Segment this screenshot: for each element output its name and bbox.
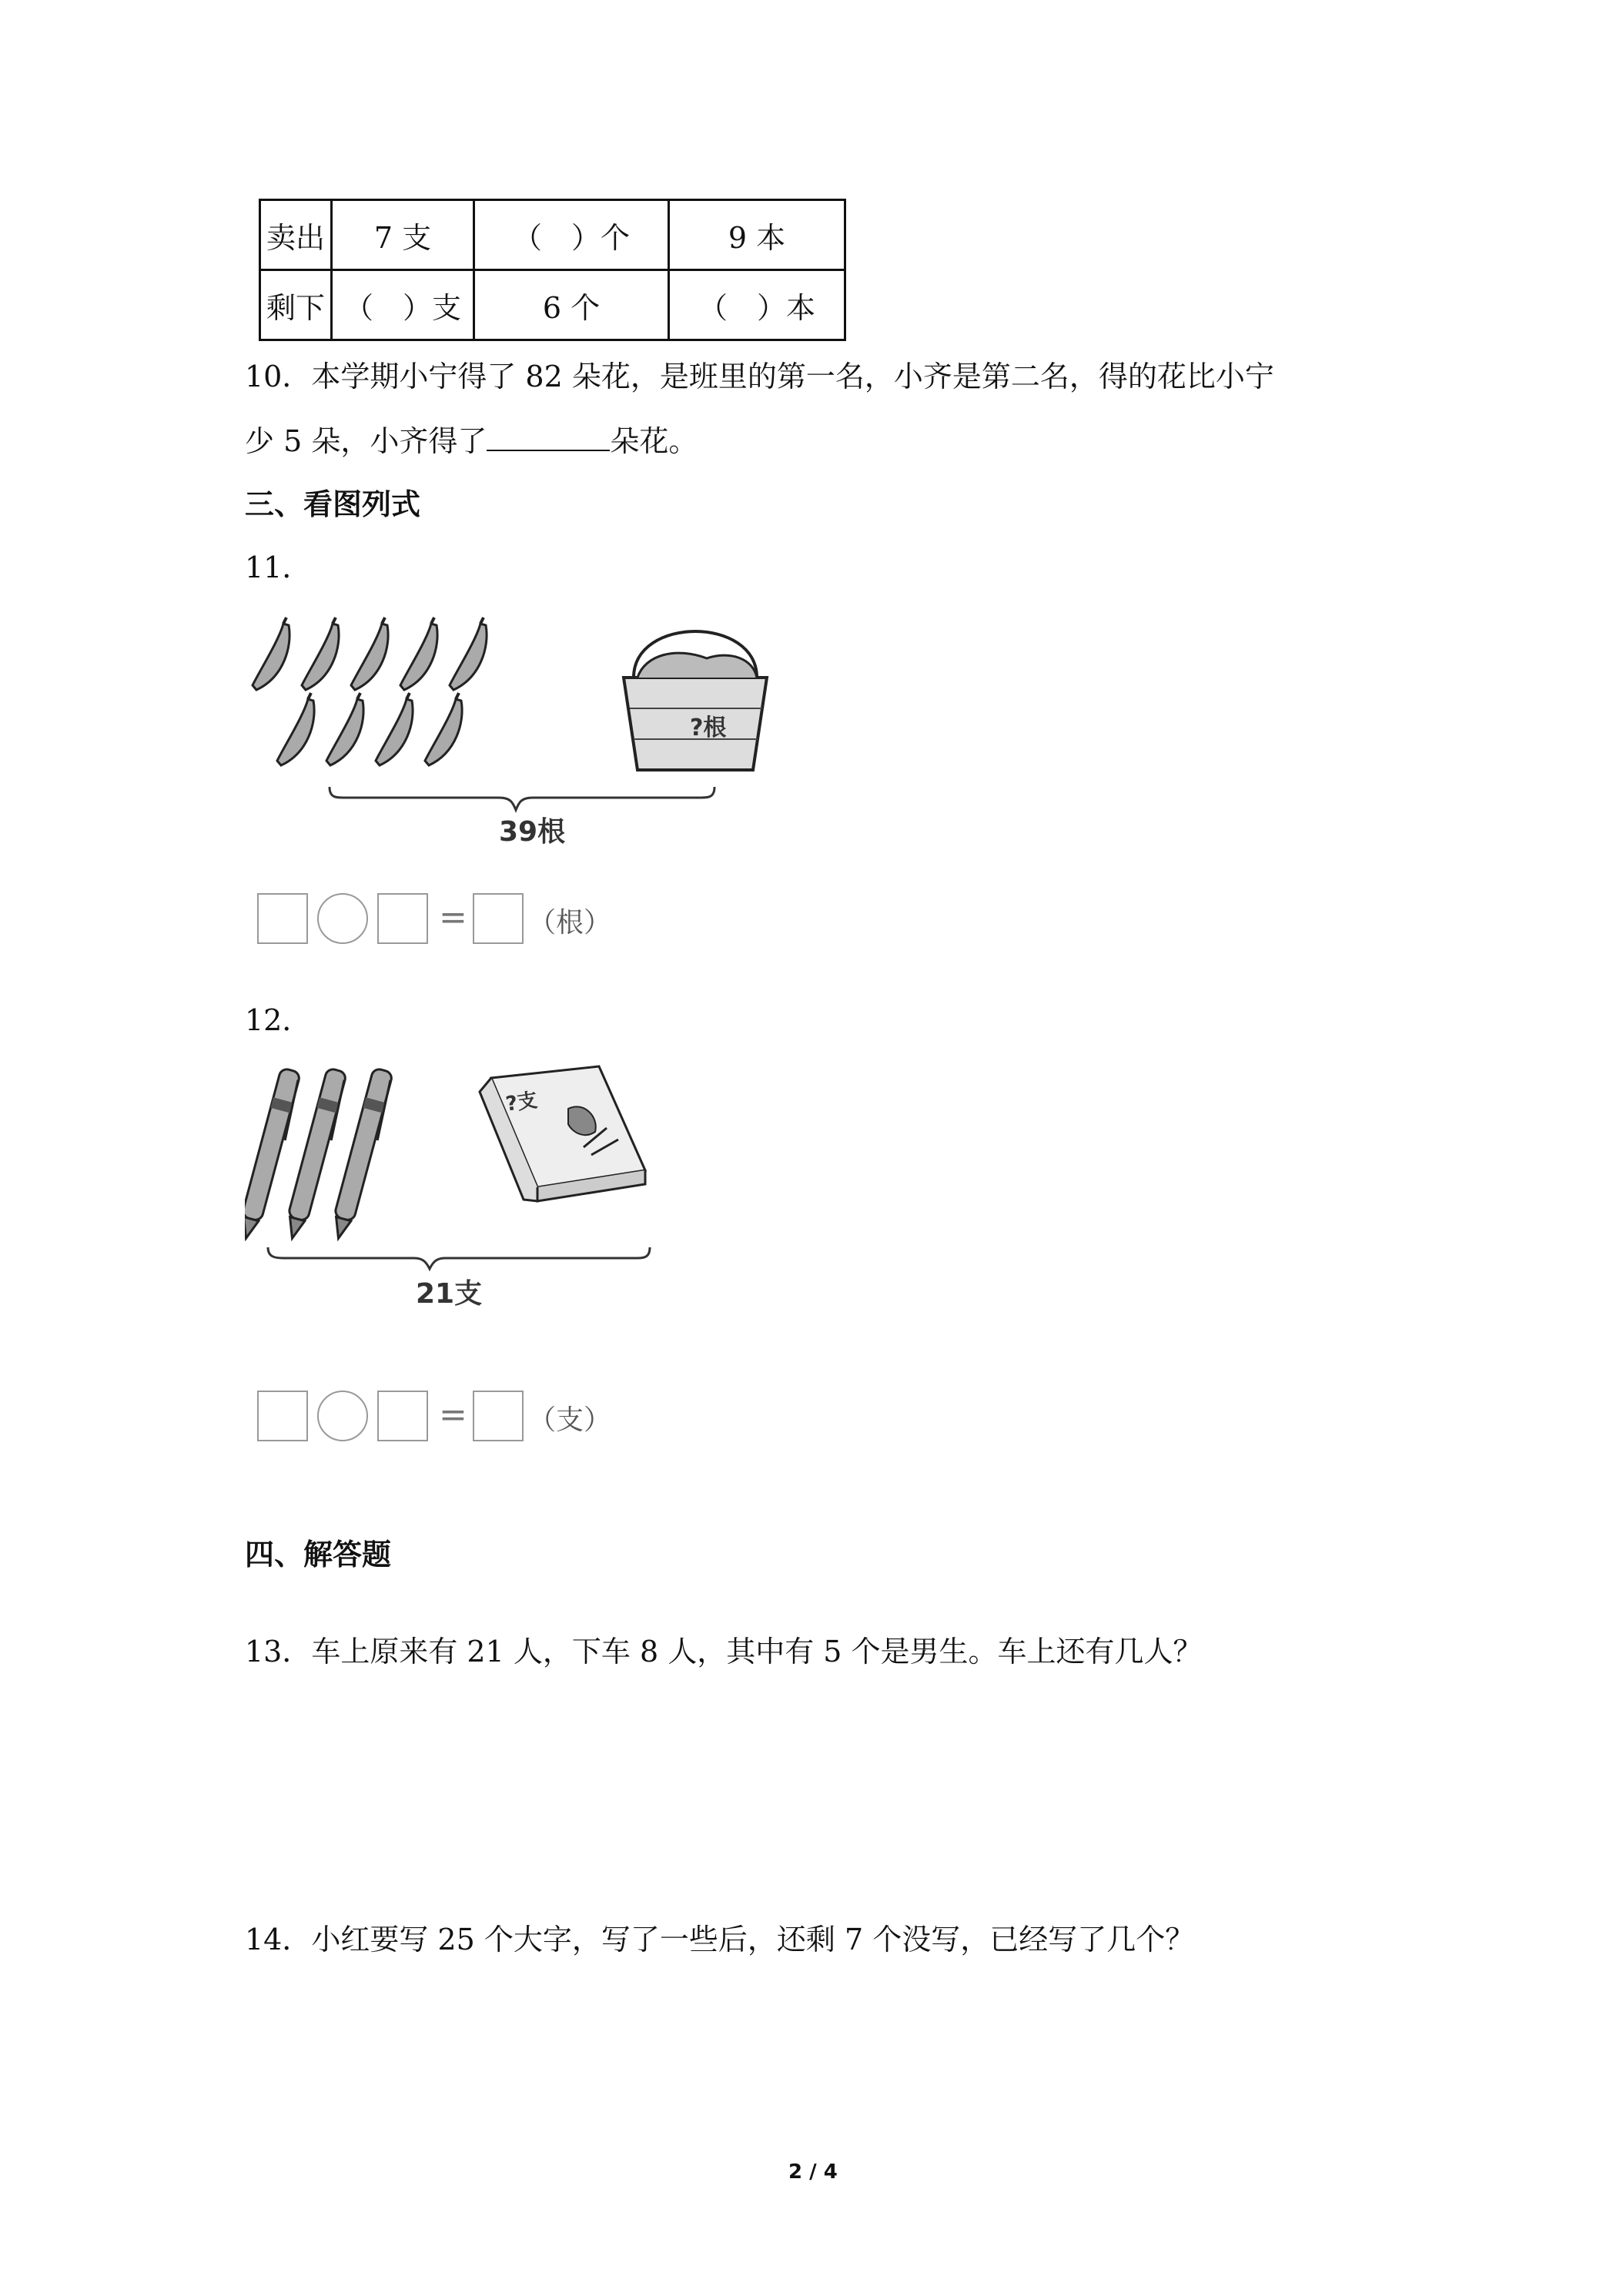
banana-icon xyxy=(450,618,487,690)
question-10-text-pre: 少 5 朵，小齐得了 xyxy=(245,424,487,458)
answer-box[interactable] xyxy=(473,1391,524,1441)
page-number: 2 / 4 xyxy=(788,2160,838,2184)
banana-icon xyxy=(376,693,413,765)
basket-icon xyxy=(624,631,767,770)
equation-11 xyxy=(257,893,612,944)
sales-table xyxy=(259,199,846,341)
table-cell: 9 本 xyxy=(669,200,845,270)
banana-icon xyxy=(277,693,314,765)
table-cell: （ ）支 xyxy=(332,270,474,340)
question-10-line1: 10．本学期小宁得了 82 朵花，是班里的第一名，小齐是第二名，得的花比小宁 xyxy=(245,360,1274,393)
section-title-4: 四、解答题 xyxy=(245,1538,392,1571)
question-13: 13．车上原来有 21 人，下车 8 人，其中有 5 个是男生。车上还有几人？ xyxy=(245,1635,1203,1668)
banana-icon xyxy=(326,693,363,765)
pen-box-label: ?支 xyxy=(504,1089,539,1116)
banana-icon xyxy=(425,693,462,765)
equation-12 xyxy=(257,1391,612,1441)
pen-box-icon xyxy=(480,1066,645,1201)
equals-sign: = xyxy=(439,898,467,937)
answer-blank[interactable] xyxy=(487,423,610,451)
unit-label: （根） xyxy=(528,907,612,939)
question-10-line2 xyxy=(245,423,698,456)
table-row xyxy=(260,200,845,270)
table-cell: （ ）本 xyxy=(669,270,845,340)
question-10-text-post: 朵花。 xyxy=(610,424,698,458)
answer-box[interactable] xyxy=(257,893,308,944)
table-cell: 6 个 xyxy=(474,270,669,340)
basket-label: ?根 xyxy=(690,715,727,741)
banana-icon xyxy=(253,618,289,690)
answer-box[interactable] xyxy=(257,1391,308,1441)
banana-icon xyxy=(351,618,388,690)
table-cell: 7 支 xyxy=(332,200,474,270)
banana-icon xyxy=(400,618,437,690)
total-label: 21支 xyxy=(416,1278,483,1310)
question-12-number: 12． xyxy=(245,1003,312,1037)
table-cell: （ ）个 xyxy=(474,200,669,270)
operator-circle[interactable] xyxy=(317,893,368,944)
row-header: 卖出 xyxy=(260,200,332,270)
pens-figure xyxy=(245,1055,676,1294)
unit-label: （支） xyxy=(528,1404,612,1436)
operator-circle[interactable] xyxy=(317,1391,368,1441)
answer-box[interactable] xyxy=(377,893,428,944)
answer-box[interactable] xyxy=(377,1391,428,1441)
table-row xyxy=(260,270,845,340)
equals-sign: = xyxy=(439,1395,467,1434)
total-label: 39根 xyxy=(499,816,566,848)
question-11-number: 11． xyxy=(245,551,312,584)
section-title-3: 三、看图列式 xyxy=(245,487,421,521)
question-14: 14．小红要写 25 个大字，写了一些后，还剩 7 个没写，已经写了几个？ xyxy=(245,1923,1195,1956)
banana-icon xyxy=(302,618,339,690)
answer-box[interactable] xyxy=(473,893,524,944)
row-header: 剩下 xyxy=(260,270,332,340)
